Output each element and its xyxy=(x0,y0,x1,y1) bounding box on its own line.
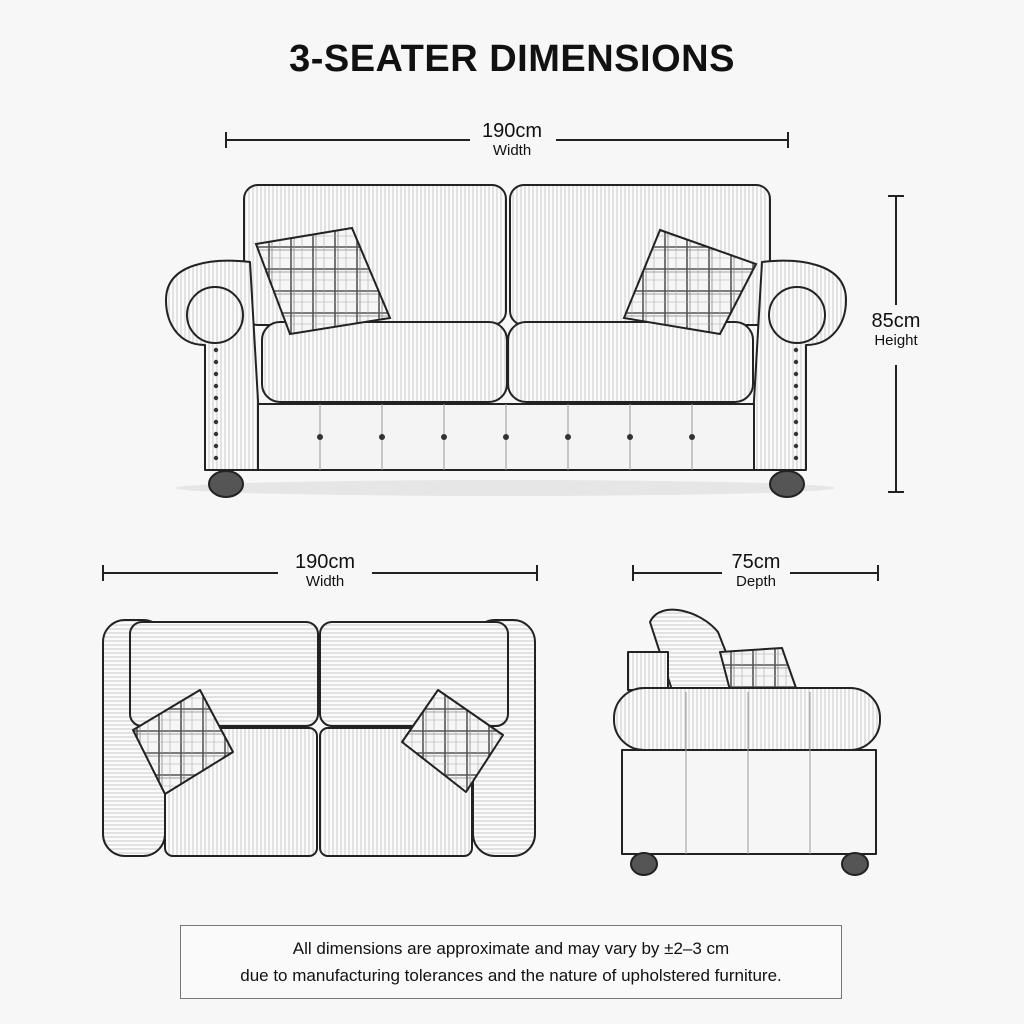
side-rolled-arm xyxy=(614,688,880,750)
front-width-label: Width xyxy=(492,142,532,159)
side-depth-label: Depth xyxy=(735,573,777,590)
side-back-frame xyxy=(628,652,668,690)
disclaimer-line-2: due to manufacturing tolerances and the nature of upholstered furniture. xyxy=(240,966,782,985)
front-height-label: Height xyxy=(874,332,918,349)
side-body xyxy=(622,750,876,854)
disclaimer-line-1: All dimensions are approximate and may vary by ±2–3 cm xyxy=(292,939,730,958)
side-foot-left xyxy=(631,853,657,875)
side-depth-value: 75cm xyxy=(731,551,781,573)
front-width-value: 190cm xyxy=(481,120,543,142)
disclaimer-note xyxy=(180,925,842,999)
front-height-value: 85cm xyxy=(871,310,921,332)
side-foot-right xyxy=(842,853,868,875)
page-title: 3-SEATER DIMENSIONS xyxy=(289,38,735,80)
top-width-value: 190cm xyxy=(294,551,356,573)
side-pillow xyxy=(720,648,796,690)
top-width-label: Width xyxy=(305,573,345,590)
